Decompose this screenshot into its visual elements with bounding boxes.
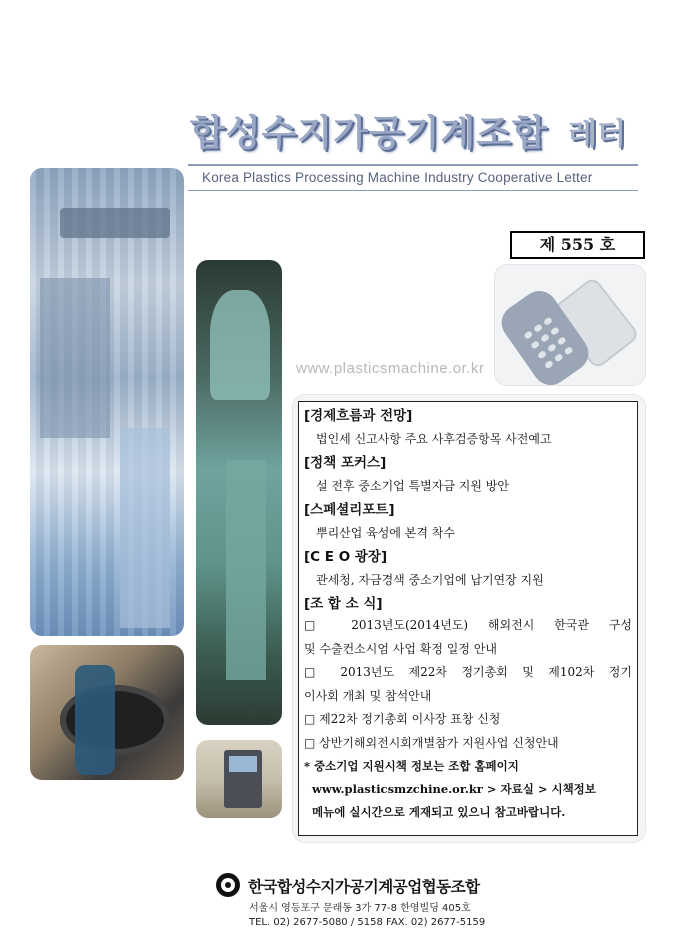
note-link-line[interactable]: www.plasticsmzchine.or.kr > 자료실 > 시책정보 bbox=[312, 782, 596, 796]
news-heading: [조 합 소 식] bbox=[304, 596, 383, 612]
section-heading: [정책 포커스] bbox=[304, 455, 387, 471]
coil-photo bbox=[30, 645, 184, 780]
masthead-subtitle: Korea Plastics Processing Machine Industry Cooperative Letter bbox=[202, 170, 593, 185]
section-heading: [스페셜리포트] bbox=[304, 502, 395, 518]
masthead-rule-bottom bbox=[188, 190, 638, 191]
section-heading: [경제흐름과 전망] bbox=[304, 408, 413, 424]
section-heading: [C E O 광장] bbox=[304, 549, 388, 565]
masthead-title: 합성수지가공기계조합 bbox=[190, 113, 548, 154]
issue-number-box: 제 555 호 bbox=[510, 231, 645, 259]
masthead-rule-top bbox=[188, 164, 638, 166]
section-item[interactable]: 설 전후 중소기업 특별자금 지원 방안 bbox=[316, 479, 509, 493]
masthead-suffix: 레터 bbox=[568, 117, 626, 152]
section-item[interactable]: 법인세 신고사항 주요 사후검증항목 사전예고 bbox=[316, 432, 552, 446]
organization-address bbox=[249, 902, 485, 930]
masthead bbox=[190, 105, 650, 155]
contact-line: TEL. 02) 2677-5080 / 5158 FAX. 02) 2677-5159 bbox=[249, 917, 486, 928]
news-item-line[interactable]: □ 2013년도(2014년도) 해외전시 한국관 구성 bbox=[304, 618, 632, 632]
contents-box bbox=[298, 401, 638, 836]
news-item-line[interactable]: □ 제22차 정기총회 이사장 표창 신청 bbox=[304, 712, 501, 726]
control-panel-photo bbox=[196, 740, 282, 818]
section-item[interactable]: 관세청, 자금경색 중소기업에 납기연장 지원 bbox=[316, 573, 544, 587]
section-item[interactable]: 뿌리산업 육성에 본격 착수 bbox=[316, 526, 455, 540]
cooperative-logo-icon bbox=[216, 873, 240, 897]
extruder-photo-center bbox=[196, 260, 282, 725]
news-item-line[interactable]: □ 상반기해외전시회개별참가 지원사업 신청안내 bbox=[304, 735, 559, 750]
news-item-line[interactable]: 이사회 개최 및 참석안내 bbox=[304, 688, 432, 703]
website-watermark: www.plasticsmachine.or.kr bbox=[296, 360, 485, 377]
machine-photo-left bbox=[30, 168, 184, 636]
organization-name: 한국합성수지가공기계공업협동조합 bbox=[248, 878, 480, 896]
news-item-line[interactable]: 및 수출컨소시엄 사업 확정 일정 안내 bbox=[304, 641, 497, 656]
note-line: 메뉴에 실시간으로 게재되고 있으니 참고바랍니다. bbox=[312, 805, 566, 819]
address-line: 서울시 영등포구 문래동 3가 77-8 한영빌딩 405호 bbox=[249, 903, 471, 914]
phone-case-photo bbox=[495, 265, 645, 385]
news-item-line[interactable]: □ 2013년도 제22차 정기총회 및 제102차 정기 bbox=[304, 665, 632, 679]
news-list bbox=[304, 614, 632, 755]
note-line: * 중소기업 지원시책 정보는 조합 홈페이지 bbox=[304, 759, 519, 773]
